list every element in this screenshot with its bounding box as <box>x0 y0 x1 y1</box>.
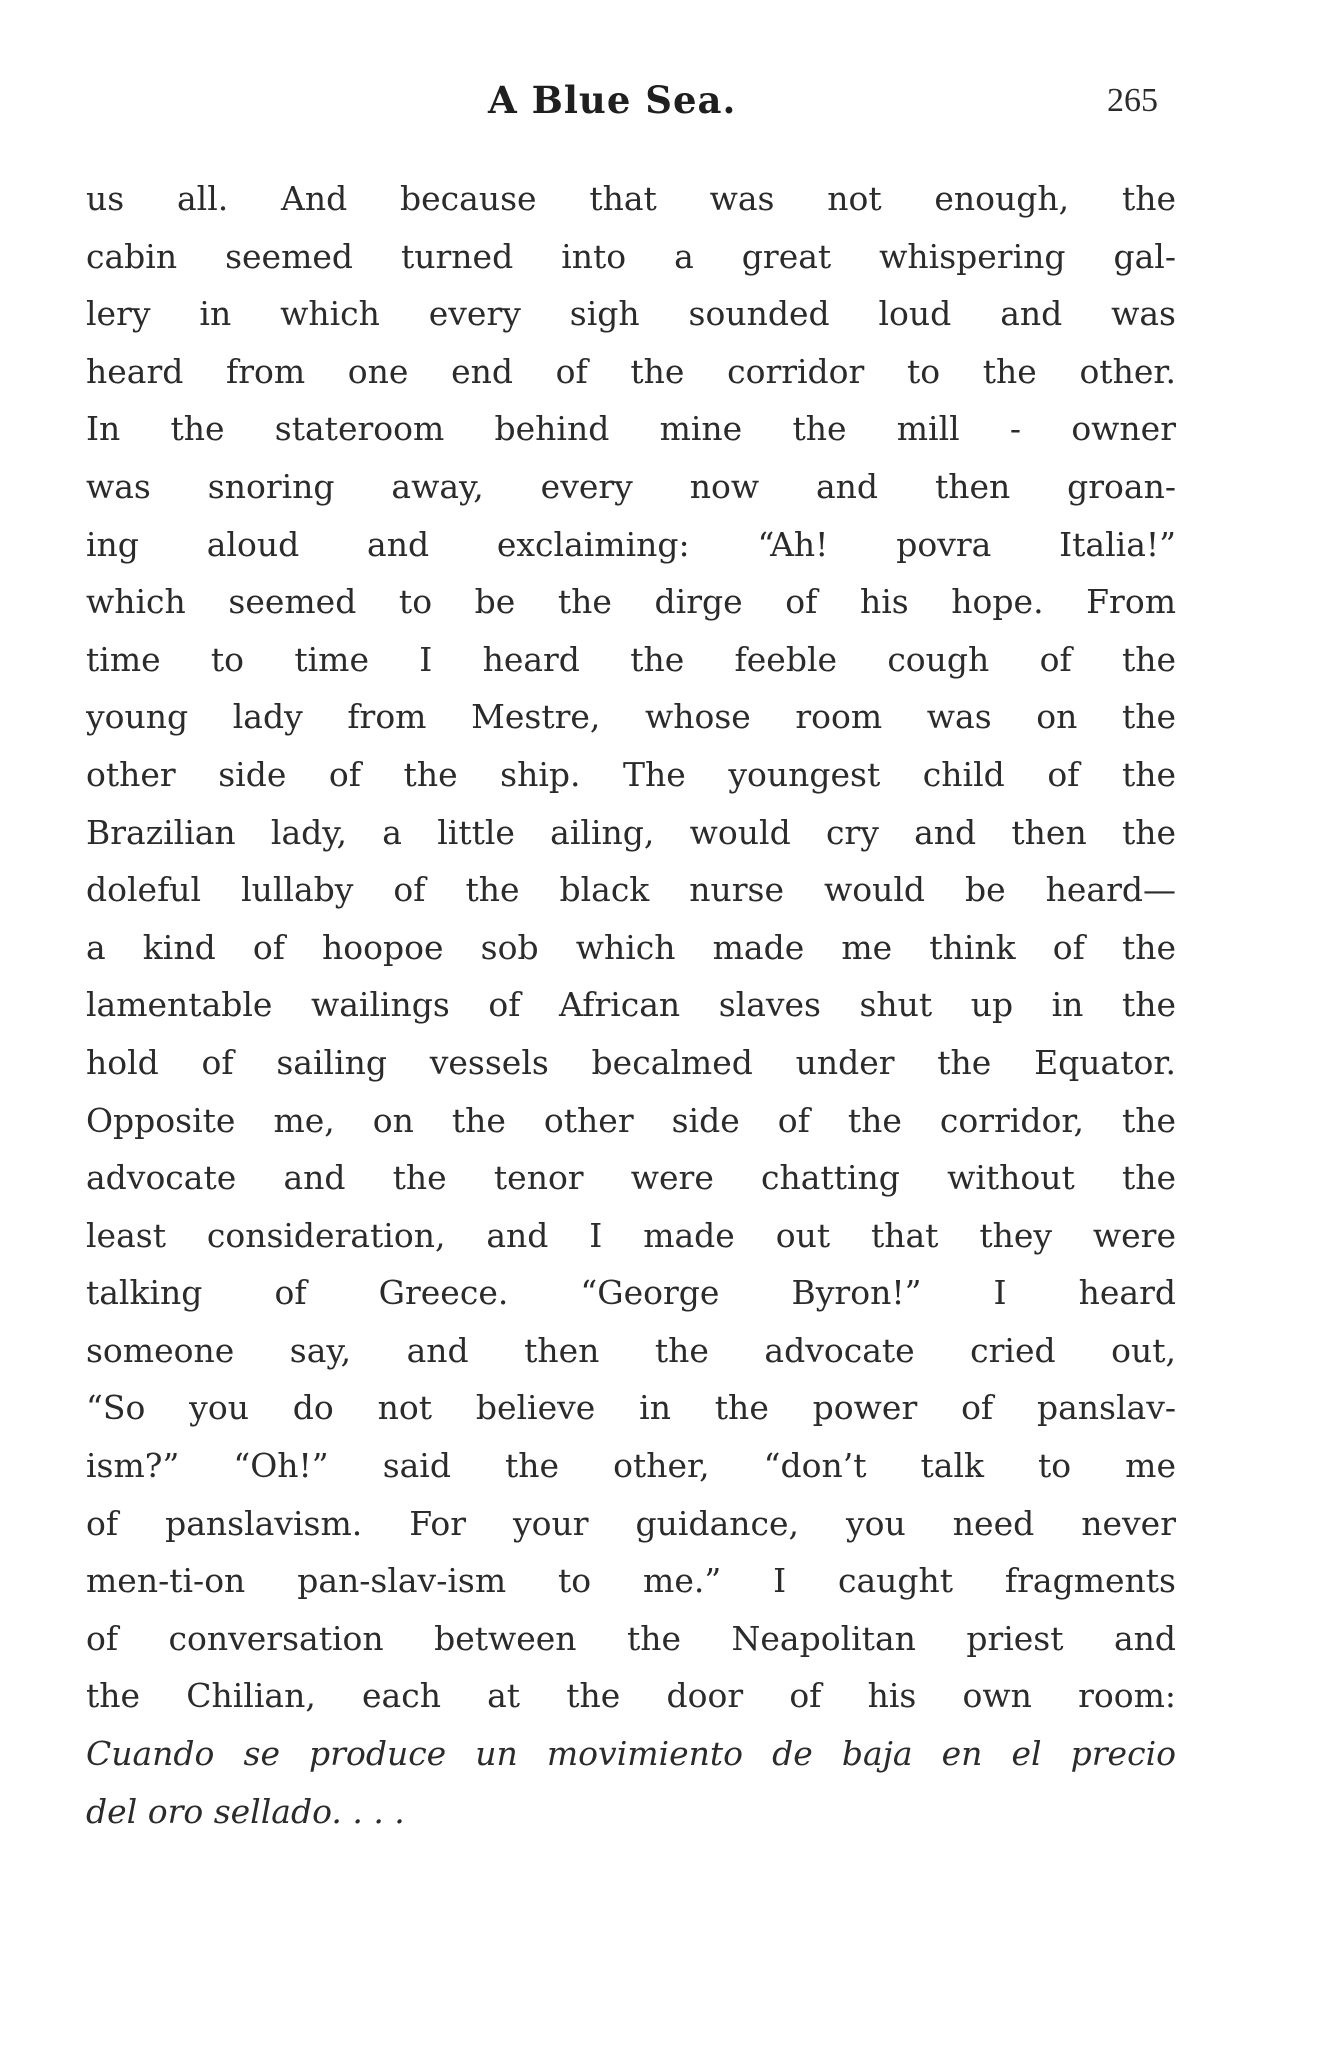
text-line: doleful lullaby of the black nurse would be heard— <box>86 870 1176 910</box>
text-line: was snoring away, every now and then groan- <box>86 466 1176 506</box>
text-line: ism?” “Oh!” said the other, “don’t talk to me <box>86 1446 1176 1486</box>
text-line: least consideration, and I made out that they were <box>86 1215 1176 1255</box>
text-line: “So you do not believe in the power of panslav- <box>86 1388 1176 1428</box>
text-line: someone say, and then the advocate cried out, <box>86 1330 1176 1370</box>
text-line: Opposite me, on the other side of the corridor, the <box>86 1100 1176 1140</box>
spanish-quote-line: Cuando se produce un movimiento de baja en el precio <box>86 1734 1176 1774</box>
text-line: lery in which every sigh sounded loud and was <box>86 294 1176 334</box>
text-line: In the stateroom behind mine the mill - owner <box>86 409 1176 449</box>
text-line: time to time I heard the feeble cough of the <box>86 639 1176 679</box>
text-line: cabin seemed turned into a great whispering gal- <box>86 236 1176 276</box>
running-head <box>0 78 1328 128</box>
text-line: us all. And because that was not enough, the <box>86 179 1176 218</box>
text-line: Brazilian lady, a little ailing, would cry and then the <box>86 812 1176 852</box>
text-line: ing aloud and exclaiming: “Ah! povra Italia!” <box>86 524 1176 564</box>
text-line: which seemed to be the dirge of his hope. From <box>86 582 1176 622</box>
text-line: heard from one end of the corridor to the other. <box>86 351 1176 391</box>
text-line: the Chilian, each at the door of his own room: <box>86 1676 1176 1716</box>
text-line: men-ti-on pan-slav-ism to me.” I caught fragments <box>86 1561 1176 1601</box>
text-line: lamentable wailings of African slaves shut up in the <box>86 985 1176 1025</box>
running-head-title: A Blue Sea. <box>488 78 737 122</box>
text-line: of panslavism. For your guidance, you need never <box>86 1503 1176 1543</box>
text-line: young lady from Mestre, whose room was on the <box>86 697 1176 737</box>
page-number: 265 <box>1107 82 1158 119</box>
text-line: talking of Greece. “George Byron!” I heard <box>86 1273 1176 1313</box>
text-line: other side of the ship. The youngest child of the <box>86 754 1176 794</box>
text-line: advocate and the tenor were chatting without the <box>86 1158 1176 1198</box>
text-line: a kind of hoopoe sob which made me think of the <box>86 927 1176 967</box>
body-text <box>86 170 1176 1840</box>
text-line: of conversation between the Neapolitan priest and <box>86 1618 1176 1658</box>
text-line: hold of sailing vessels becalmed under the Equator. <box>86 1042 1176 1082</box>
spanish-quote-line: del oro sellado. . . . <box>86 1791 405 1831</box>
